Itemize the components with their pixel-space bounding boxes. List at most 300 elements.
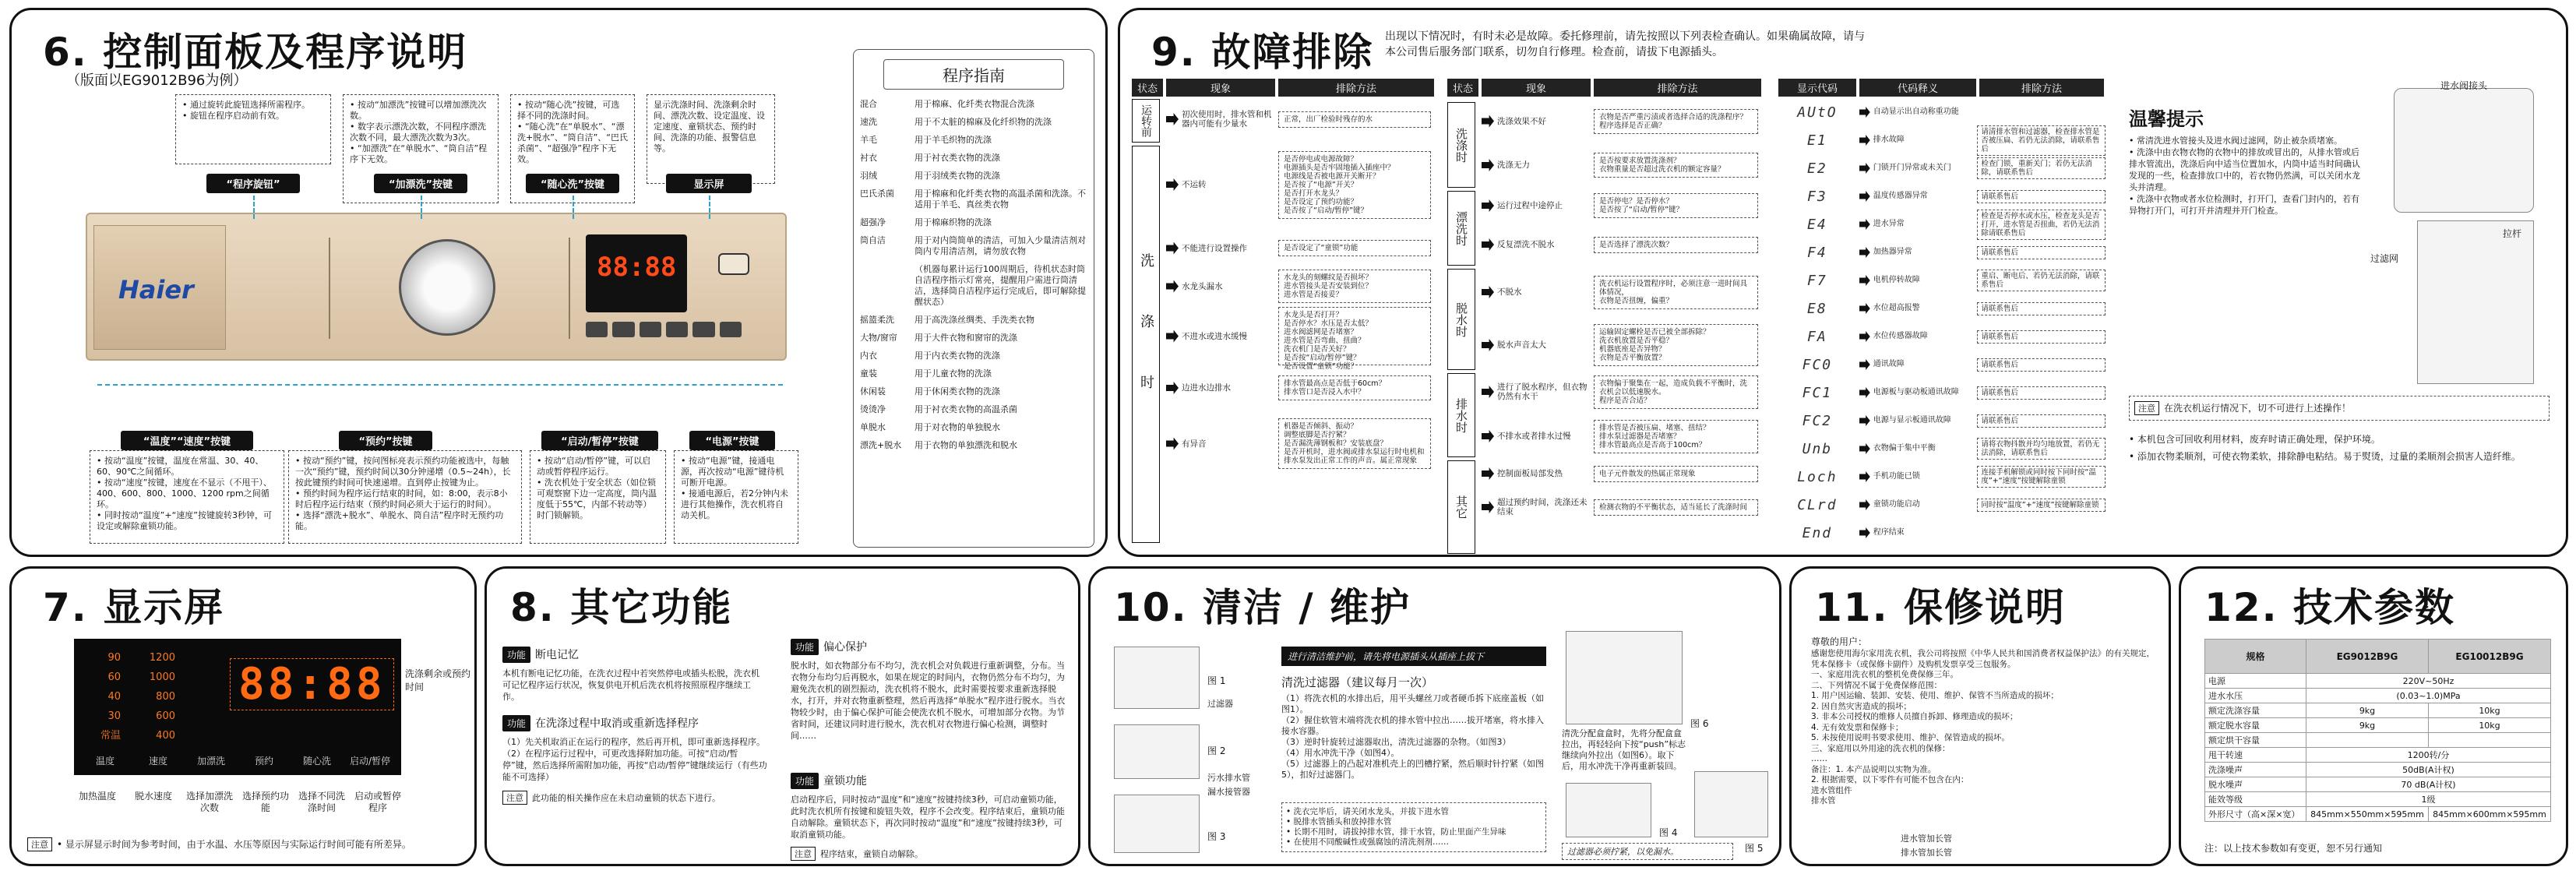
trouble-row — [1482, 266, 1767, 319]
freewash-button[interactable] — [692, 322, 714, 337]
code-fix: 请联系售后 — [1977, 386, 2106, 400]
guide-item-name: 羊毛 — [860, 135, 877, 145]
phenom-text: 水龙头漏水 — [1182, 281, 1223, 291]
state-cell: 脱水时 — [1447, 269, 1475, 370]
display-note — [27, 837, 463, 851]
temp-value: 60 — [107, 671, 121, 683]
warranty-text: 感谢您使用海尔家用洗衣机，我公司将按照《中华人民共和国消费者权益保护法》的有关规定，凭本保修卡（或保修卡副件）及购机发票享受三包服务。 一、家庭用洗衣机的整机免费保修三年。 二、下列情况不属于免费保修范围： 1. 用户因运输、装卸、安装、使用、维护、保管不当所造成的损坏； 2. 因自然灾害造成的损坏； 3. 非本公司授权的维修人员擅自拆卸、修理造成的损坏； 4. 无有效发票和保修卡； 5. 未按使用说明书要求使用、维护、保管造成的损坏。 三、家庭用以外用途的洗衣机的保修： …… 备注：1. 本产品说明以实物为准。 2. 根据需要，以下零件有可能不包含在内： 进水管组件 排水管 — [1811, 649, 2155, 805]
knob-desc-box: • 通过旋转此旋钮选择所需程序。 • 旋钮在程序启动前有效。 — [175, 94, 331, 164]
code-fix: 重启、断电后、若仍无法消除，请联系售后 — [1977, 270, 2106, 291]
code-meaning: 程序结束 — [1873, 528, 1905, 537]
power-desc: • 按动“电源”键，接通电源，再次按动“电源”键待机可断开电源。 • 接通电源后，若2分钟内未进行其他操作，洗衣机将自动关机。 — [674, 450, 798, 544]
fig6-label: 图 6 — [1690, 718, 1709, 729]
program-labels-right — [508, 238, 570, 339]
code-row — [1778, 408, 2106, 433]
guide-item — [860, 171, 1087, 181]
tips-area — [2121, 80, 2557, 548]
code-value: Unb — [1802, 440, 1833, 457]
speed-column — [136, 648, 175, 745]
code-meaning: 手机功能已锁 — [1873, 472, 1920, 481]
spec-name: 额定脱水容量 — [2205, 718, 2306, 733]
trouble-row — [1166, 142, 1436, 227]
phenom-text: 脱水声音太大 — [1497, 340, 1546, 350]
col-code: 显示代码 — [1778, 79, 1856, 97]
code-fix: 请将衣物抖散并均匀地放置，若仍无法消除，请联系售后 — [1977, 438, 2106, 460]
program-knob[interactable] — [399, 239, 495, 336]
arrow-icon — [1166, 280, 1179, 293]
memory-text: 本机有断电记忆功能，在洗衣过程中若突然停电或插头松脱，洗衣机可记忆程序运行状况，恢复供电开机后洗衣机将按照原程序继续工作。 — [502, 668, 759, 702]
arrow-icon — [1859, 527, 1870, 538]
guide-item — [860, 333, 1087, 344]
connector-bottom — [97, 384, 783, 386]
arrow-icon — [1482, 199, 1494, 212]
code-value: E4 — [1807, 216, 1827, 233]
cancel-text: （1）先关机取消正在运行的程序，然后再开机，即可重新选择程序。（2）在程序运行过程中，可更改选择附加功能。可按“启动/暂停”键，然后选择所需附加功能，再按“启动/暂停”键继续运行（有些功能不可选择） — [502, 737, 767, 782]
fix-text: 机器是否倾斜、振动？ 调整底脚是否拧紧？ 是否漏洗薄钢板和？安装底盘？ 是否开机时，进水阀或排水泵运行时电机和排水泵发出正常工作的声音。属正常现象 — [1278, 418, 1431, 469]
code-value: E8 — [1807, 300, 1827, 317]
arrow-icon — [1166, 330, 1179, 343]
fig2 — [1114, 724, 1200, 779]
code-row — [1778, 240, 2106, 265]
fix-text: 水龙头是否打开？ 是否停水？水压是否太低？ 进水阀滤网是否堵塞？ 进水管是否弯曲、扭曲？ 洗衣机门是否关好？ 是否按“启动/暂停”键？ 是否设置“童锁”功能？ — [1278, 307, 1431, 365]
code-meaning: 衣物偏于集中平衡 — [1873, 444, 1936, 453]
arrow-icon — [1166, 242, 1179, 255]
trouble-table-1 — [1132, 79, 1436, 477]
phenom-text: 控制面板局部发热 — [1497, 469, 1563, 478]
phenom-text: 反复漂洗不脱水 — [1497, 240, 1555, 249]
part-drain-hose: 污水排水管 — [1207, 773, 1250, 783]
display-side-label: 洗涤剩余或预约时间 — [405, 668, 471, 693]
guide-item-name: 超强净 — [860, 217, 886, 227]
eccentric-tag: 功能 — [791, 639, 819, 655]
lock-tag: 功能 — [791, 773, 819, 789]
guide-item-desc: 用于羊毛织物的洗涤 — [914, 135, 992, 145]
guide-item — [860, 235, 1087, 257]
warranty-greeting: 尊敬的用户： — [1811, 636, 1868, 647]
arrow-icon — [1859, 107, 1870, 118]
state-col-2 — [1447, 99, 1478, 554]
arrow-icon — [1859, 415, 1870, 426]
code-value: End — [1802, 524, 1833, 541]
program-guide — [853, 49, 1094, 548]
fig1-label: 图 1 — [1207, 675, 1226, 686]
arrow-icon — [1859, 499, 1870, 510]
display-bottom-label: 选择加漂洗次数 — [186, 791, 234, 813]
fix-text: 衣物偏于聚集在一起，造成负载不平衡时，洗衣机会以低速脱水。 程序是否合适？ — [1594, 375, 1758, 409]
code-row — [1778, 184, 2106, 209]
arrow-icon — [1859, 387, 1870, 398]
guide-item-desc: 用于羽绒类衣物的洗涤 — [914, 171, 1000, 181]
power-button[interactable] — [718, 253, 749, 275]
code-fix: 请联系售后 — [1977, 358, 2106, 372]
col-phenom-1: 现象 — [1166, 79, 1275, 97]
connector-freewash — [573, 196, 574, 219]
connector-knob — [253, 196, 255, 219]
trouble-row — [1482, 227, 1767, 263]
fix-text: 检测衣物的不平衡状态，适当延长了洗涤时间 — [1594, 499, 1758, 516]
section-9-troubleshooting — [1118, 8, 2568, 557]
arrow-icon — [1482, 467, 1494, 480]
guide-item-name: 衬衣 — [860, 153, 877, 163]
fix-text: 电子元件散发的热属正常现象 — [1594, 466, 1758, 482]
fix-text: 衣物是否严重污渍或者选择合适的洗涤程序？ 程序选择是否正确？ — [1594, 109, 1758, 134]
fig1 — [1114, 647, 1200, 709]
fix-text: 正常，出厂检验时残存的水 — [1278, 111, 1431, 128]
warranty-part-1: 进水管加长管 — [1901, 833, 1952, 844]
buttons-row — [586, 322, 742, 337]
section-12-specs — [2179, 566, 2568, 866]
phenom-text: 不运转 — [1182, 180, 1207, 189]
temp-value: 30 — [107, 710, 121, 722]
phenom-text: 不排水或者排水过慢 — [1497, 432, 1571, 441]
code-fix: 同时按“温度”+“速度”按键解除童锁 — [1977, 499, 2106, 512]
program-guide-title: 程序指南 — [883, 59, 1064, 90]
display-digits: 88:88 — [230, 658, 394, 710]
spec-col-b: EG10012B9G — [2429, 640, 2551, 674]
code-fix: 请联系售后 — [1977, 414, 2106, 428]
section-6-subtitle: （版面以EG9012B96为例） — [66, 72, 248, 89]
code-fix: 请联系售后 — [1977, 246, 2106, 259]
guide-item — [860, 386, 1087, 397]
display-col-label: 随心洗 — [302, 756, 331, 767]
code-meaning: 水位传感器故障 — [1873, 332, 1928, 340]
guide-item-desc: 用于儿童衣物的洗涤 — [914, 368, 992, 379]
temp-button[interactable] — [586, 322, 608, 337]
spec-value-b: 10kg — [2429, 718, 2551, 733]
start-pause-button[interactable] — [720, 322, 742, 337]
state-cell: 漂洗时 — [1447, 191, 1475, 266]
guide-item-desc: 用于高洗涤丝绸类、手洗类衣物 — [914, 315, 1034, 325]
spec-name: 脱水噪声 — [2205, 777, 2306, 792]
lcd-display — [586, 234, 687, 312]
guide-item — [860, 351, 1087, 361]
eccentric-block — [791, 639, 1067, 742]
rinse-button[interactable] — [640, 322, 661, 337]
code-meaning: 进水异常 — [1873, 220, 1905, 228]
code-row — [1778, 520, 2106, 545]
code-meaning: 电源与显示板通讯故障 — [1873, 416, 1951, 425]
temp-value: 常温 — [100, 730, 121, 742]
code-value: FC2 — [1802, 412, 1833, 429]
section-11-title: 11. 保修说明 — [1815, 585, 2066, 630]
spec-value-b: 10kg — [2429, 703, 2551, 718]
fix-text: 排水管是否被压扁、堵塞、扭结？ 排水泵过滤器是否堵塞？ 排水管最高点是否高于100cm？ — [1594, 420, 1758, 453]
spec-row — [2205, 763, 2551, 777]
code-row — [1778, 492, 2106, 517]
spec-value-a: 845mm×550mm×595mm — [2306, 807, 2429, 822]
fig5 — [1694, 771, 1768, 837]
cancel-block — [502, 715, 767, 805]
control-panel-image — [86, 213, 787, 361]
tips-note-text: 在洗衣机运行情况下，切不可进行上述操作！ — [2164, 403, 2352, 414]
trouble-row — [1482, 372, 1767, 412]
fig4 — [1566, 783, 1651, 837]
phenom-text: 进行了脱水程序，但衣物仍然有水干 — [1497, 382, 1588, 401]
code-fix: 请联系售后 — [1977, 190, 2106, 203]
arrow-icon — [1859, 359, 1870, 370]
connector-display — [709, 196, 710, 219]
code-meaning: 通讯故障 — [1873, 360, 1905, 368]
trouble-row — [1166, 100, 1436, 139]
guide-item-name: 混合 — [860, 99, 877, 109]
phenom-text: 洗涤无力 — [1497, 160, 1530, 170]
arrow-icon — [1859, 191, 1870, 202]
guide-item-name: 大物/窗帘 — [860, 333, 897, 343]
arrow-icon — [1859, 331, 1870, 342]
cleaning-warn: • 洗衣完毕后，请关闭水龙头，并拔下进水管 • 脱排水管插头和放掉排水管 • 长期不用时，请拔掉排水管，排干水管，防止里面产生异味 • 在使用不同酸碱性或强腐蚀的清洗剂剂…… — [1281, 802, 1546, 852]
cleaning-banner: 进行清洁维护前，请先将电源插头从插座上拔下 — [1281, 647, 1546, 666]
section-6-control-panel — [9, 8, 1108, 557]
spec-name: 电源 — [2205, 674, 2306, 689]
guide-item-name: 巴氏杀菌 — [860, 189, 894, 199]
guide-item — [860, 135, 1087, 146]
guide-item-name: 内衣 — [860, 351, 877, 361]
display-col-labels — [82, 754, 393, 767]
tips-note-label: 注意 — [2134, 401, 2159, 415]
cancel-note-label: 注意 — [502, 791, 527, 805]
speed-value: 1200 — [149, 652, 175, 664]
phenom-text: 洗涤效果不好 — [1497, 116, 1546, 126]
arrow-icon — [1859, 275, 1870, 286]
spec-value-a: 9kg — [2306, 718, 2429, 733]
program-labels-left — [329, 238, 391, 339]
guide-item-desc: 用于棉麻织物的洗涤 — [914, 217, 992, 227]
guide-item-desc: 用于衣物的单独漂洗和脱水 — [914, 440, 1017, 450]
guide-item-name: 单脱水 — [860, 422, 886, 432]
arrow-icon — [1482, 501, 1494, 513]
state-washing: 洗涤时 — [1132, 146, 1160, 543]
code-row — [1778, 436, 2106, 461]
temp-value: 40 — [107, 691, 121, 703]
section-7-display — [9, 566, 477, 866]
guide-item — [860, 368, 1087, 379]
code-value: F4 — [1807, 244, 1827, 261]
spec-value-a: 9kg — [2306, 703, 2429, 718]
tips-note — [2129, 396, 2550, 421]
arrow-icon — [1859, 163, 1870, 174]
arrow-icon — [1859, 471, 1870, 482]
code-value: F3 — [1807, 188, 1827, 205]
guide-item-name: 休闲装 — [860, 386, 886, 396]
fig5-label: 图 5 — [1745, 843, 1764, 854]
state-cell: 排水时 — [1447, 373, 1475, 457]
section-8-title: 8. 其它功能 — [510, 585, 733, 630]
phenom-text: 不进水或进水缓慢 — [1182, 331, 1247, 341]
spec-value-b: 845mm×600mm×595mm — [2429, 807, 2551, 822]
phenom-text: 运行过程中途停止 — [1497, 201, 1563, 210]
spec-note: 注：以上技术参数如有变更，恕不另行通知 — [2204, 843, 2383, 854]
freewash-tag: “随心洗”按键 — [526, 174, 619, 193]
trouble-row — [1482, 100, 1767, 143]
display-col-label: 速度 — [148, 756, 167, 767]
phenom-text: 超过预约时间，洗涤还未结束 — [1497, 498, 1588, 516]
spec-row — [2205, 689, 2551, 703]
arrow-icon — [1482, 430, 1494, 442]
phenom-text: 初次使用时，排水管和机器内可能有少量水 — [1182, 110, 1272, 129]
trouble-row — [1166, 368, 1436, 407]
spec-name: 洗涤噪声 — [2205, 763, 2306, 777]
code-fix: 检查门锁，重新关门；若仍无法消除，请联系售后 — [1977, 157, 2106, 179]
display-bottom-label: 脱水速度 — [134, 791, 172, 802]
rinse-tag: “加漂洗”按键 — [374, 174, 467, 193]
lock-text: 启动程序后，同时按动“温度”和“速度”按键持续3秒，可启动童锁功能，此时洗衣机所有按键和旋钮失效，程序不会改变。程序结束后，童锁功能自动解除。童锁状态下，再次同时按动“温度”和“速度”按键持续3秒，可取消童锁功能。 — [791, 795, 1065, 840]
guide-item — [860, 422, 1087, 433]
code-row — [1778, 212, 2106, 237]
section-8-other-functions — [485, 566, 1080, 866]
code-value: CLrd — [1797, 496, 1838, 513]
code-meaning: 电源板与驱动板通讯故障 — [1873, 388, 1959, 396]
guide-item — [860, 404, 1087, 415]
guide-item-name: 烫烫净 — [860, 404, 886, 414]
spec-value: 1200转/分 — [2306, 748, 2551, 763]
delay-tag: “预约”按键 — [339, 431, 432, 450]
connector-rinse — [421, 196, 422, 219]
fix-text: 是否设定了“童锁”功能 — [1278, 240, 1431, 256]
filter-illustration — [2417, 220, 2534, 384]
knob-tag: “程序旋钮” — [206, 174, 300, 193]
state-col-1 — [1132, 99, 1163, 543]
trouble-row — [1166, 411, 1436, 477]
guide-item — [860, 217, 1087, 228]
trouble-row — [1482, 460, 1767, 487]
code-value: FA — [1807, 328, 1827, 345]
col-fix-1: 排除方法 — [1278, 79, 1434, 97]
rinse-desc-box: • 按动“加漂洗”按键可以增加漂洗次数。 • 数字表示漂洗次数，不同程序漂洗次数不同，最大漂洗次数为3次。 • “加漂洗”在“单脱水”、“筒自洁”程序下无效。 — [343, 94, 499, 203]
eccentric-text: 脱水时，如衣物部分布不均匀，洗衣机会对负载进行重新调整，分布。当衣物分布均匀后再脱水，如果在规定的时间内，衣物仍然分布不均匀，为避免洗衣机的剧烈振动，洗衣机将不脱水，此时需要按要求重新选择脱水，打开，并对衣物重新整理，然后再选择“单脱水”程序进行脱水。当衣物较少时，由于偏心保护可能会使洗衣机不脱水，可增加部分衣物。为节省时间，还建议同时进行脱水，洗衣机对衣物进行偏心检测，调整时间…… — [791, 661, 1066, 741]
fix-text: 是否停电？是否停水？ 是否按了“启动/暂停”键？ — [1594, 193, 1758, 218]
fix-text: 是否选择了漂洗次数？ — [1594, 237, 1758, 253]
col-state-2: 状态 — [1447, 79, 1478, 97]
col-code-fix: 排除方法 — [1979, 79, 2104, 97]
tips-text: • 常清洗进水管接头及进水阀过滤网，防止被杂质堵塞。 • 洗涤中由衣物衣物的衣物中的排放或冒出的，从排水管或后排水管流出，洗涤后向中适当位置加水，内筒中适当时间确认发现的一些，检查排放口中的，若衣物仍然满，可以关闭水龙头并清理。 • 洗涤中衣物或者水位检测时，打开门，查看门封内的，若有异物打开门，可打开并清理并开门检查。 — [2129, 136, 2360, 216]
spec-name: 甩干转速 — [2205, 748, 2306, 763]
warranty-part-2: 排水管加长管 — [1901, 848, 1952, 858]
spec-value: (0.03~1.0)MPa — [2306, 689, 2551, 703]
drawer-text: 清洗分配盒盒时，先将分配盒盒拉出，再轻轻向下按“push”标志继续向外拉出（如图6）。取下后，用水冲洗干净再重新装回。 — [1562, 728, 1686, 771]
trouble-row — [1482, 188, 1767, 224]
arrow-icon — [1859, 219, 1870, 230]
arrow-icon — [1859, 443, 1870, 454]
code-row — [1778, 100, 2106, 125]
guide-item — [860, 153, 1087, 164]
arrow-icon — [1166, 438, 1179, 450]
code-row — [1778, 268, 2106, 293]
arrow-icon — [1859, 303, 1870, 314]
display-tag: 显示屏 — [666, 174, 752, 193]
speed-value: 400 — [156, 730, 175, 742]
guide-item — [860, 315, 1087, 326]
spec-table — [2204, 639, 2551, 822]
state-cell: 其它 — [1447, 460, 1475, 554]
spec-value-b — [2429, 733, 2551, 748]
code-value: FC1 — [1802, 384, 1833, 401]
guide-item-desc: 用于大件衣物和窗帘的洗涤 — [914, 333, 1017, 343]
arrow-icon — [1482, 286, 1494, 298]
col-meaning: 代码释义 — [1859, 79, 1976, 97]
col-state-1: 状态 — [1132, 79, 1163, 97]
code-row — [1778, 128, 2106, 153]
temp-value: 90 — [107, 652, 121, 664]
spec-row — [2205, 703, 2551, 718]
spec-name: 进水水压 — [2205, 689, 2306, 703]
code-value: F7 — [1807, 272, 1827, 289]
arrow-icon — [1166, 113, 1179, 125]
guide-item — [860, 264, 1087, 308]
spec-row — [2205, 792, 2551, 807]
speed-value: 800 — [156, 691, 175, 703]
guide-item-name — [860, 264, 914, 308]
inlet-illustration — [2394, 88, 2534, 213]
temp-speed-desc: • 按动“温度”按键，温度在常温、30、40、60、90℃之间循环。 • 按动“速度”按键，速度在不显示（不甩干）、400、600、800、1000、1200 rpm之间循环。 • 同时按动“温度”+“速度”按键旋转3秒钟，可设定或解除童锁功能。 — [90, 450, 284, 544]
start-pause-desc: • 按动“启动/暂停”键，可以启动或暂停程序运行。 • 洗衣机处于安全状态（如位锁可观察窗下边一定高度，筒内温度低于55℃，内部不转动等）时门锁解锁。 — [530, 450, 666, 544]
guide-item-desc: 用于棉麻、化纤类衣物混合洗涤 — [914, 99, 1034, 109]
spec-col-name: 规格 — [2205, 640, 2306, 674]
lcd-digits: 88:88 — [597, 252, 677, 283]
fix-text: 是否停电或电源故障？ 电源插头是否牢固地插入插座中？ 电源线是否被电源开关断开？ 是否按了“电源”开关？ 是否打开水龙头？ 是否设定了预约功能？ 是否按了“启动/暂停”键？ — [1278, 151, 1431, 219]
spec-col-a: EG9012B9G — [2306, 640, 2429, 674]
power-tag: “电源”按键 — [689, 431, 775, 450]
display-bottom-label: 选择预约功能 — [242, 791, 290, 813]
delay-button[interactable] — [666, 322, 688, 337]
code-meaning: 温度传感器异常 — [1873, 192, 1928, 200]
tip-label-filter: 过滤网 — [2370, 253, 2399, 264]
display-col-label: 启动/暂停 — [349, 756, 391, 767]
speed-button[interactable] — [612, 322, 634, 337]
trouble-row — [1166, 269, 1436, 304]
code-fix: 请联系售后 — [1977, 330, 2106, 344]
guide-item-name: 速洗 — [860, 117, 877, 127]
speed-value: 600 — [156, 710, 175, 722]
code-row — [1778, 296, 2106, 321]
col-phenom-2: 现象 — [1482, 79, 1591, 97]
code-row — [1778, 380, 2106, 405]
guide-item-desc: 用于衬衣类衣物的洗涤 — [914, 153, 1000, 163]
phenom-text: 边进水边排水 — [1182, 383, 1231, 393]
trouble-row — [1482, 322, 1767, 368]
spec-row — [2205, 733, 2551, 748]
guide-item-name: 漂洗+脱水 — [860, 440, 902, 450]
spec-row — [2205, 718, 2551, 733]
guide-item-desc: 用于休闲类衣物的洗涤 — [914, 386, 1000, 396]
guide-item — [860, 99, 1087, 110]
display-col-label: 温度 — [95, 756, 115, 767]
trouble-row — [1166, 231, 1436, 266]
section-6-title: 6. 控制面板及程序说明 — [43, 30, 468, 75]
fig6 — [1566, 631, 1683, 724]
start-pause-tag: “启动/暂停”按键 — [541, 431, 658, 450]
fix-text: 洗衣机运行设置程序时，必须注意一进时间具体情况， 衣物是否扭缠，偏重？ — [1594, 276, 1758, 309]
code-row — [1778, 464, 2106, 489]
guide-item — [860, 440, 1087, 451]
code-table — [1778, 79, 2106, 545]
spec-row — [2205, 777, 2551, 792]
trouble-row — [1482, 415, 1767, 457]
code-value: Loch — [1797, 468, 1838, 485]
code-row — [1778, 324, 2106, 349]
guide-item-name: 羽绒 — [860, 171, 877, 181]
code-value: FC0 — [1802, 356, 1833, 373]
display-bottom-labels — [74, 791, 401, 814]
arrow-icon — [1166, 382, 1179, 394]
guide-item — [860, 117, 1087, 128]
cancel-tag: 功能 — [502, 715, 530, 731]
filter-text: （1）将洗衣机的水排出后，用平头螺丝刀或者硬币拆下底座盖板（如图1）。 （2）握住软管末端将洗衣机的排水管中拉出……拔开堵塞，将水排入接水容器。 （3）逆时针旋转过滤器取出，清洗过滤器的杂物。（如图3） （4）用水冲洗干净（如图4）。 （5）过滤器上的凸起对准机壳上的凹槽拧紧，然后顺时针拧紧（如图5），扣好过滤器门。 — [1281, 693, 1544, 780]
section-10-title: 10. 清洁 / 维护 — [1114, 585, 1411, 630]
freewash-desc-box: • 按动“随心洗”按键，可选择不同的洗涤时间。 • “随心洗”在“单脱水”、“漂洗+脱水”、“筒自洁”、“巴氏杀菌”、“超强净”程序下无效。 — [510, 94, 635, 203]
display-note-label: 注意 — [27, 837, 52, 851]
lock-block — [791, 773, 1067, 861]
state-before: 运转前 — [1132, 99, 1160, 143]
